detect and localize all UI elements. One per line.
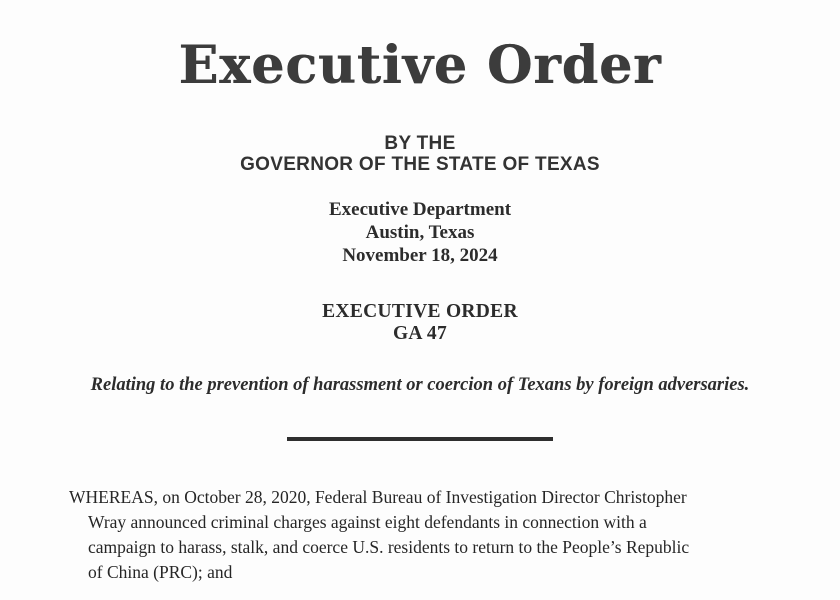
byline-by-the: BY THE — [384, 133, 456, 154]
paragraph-line: Wray announced criminal charges against eight defendants in connection with a — [88, 512, 647, 532]
issuing-city: Austin, Texas — [365, 222, 475, 243]
separator-double-rule — [287, 437, 553, 441]
order-heading: EXECUTIVE ORDER — [322, 301, 518, 322]
subject-line: Relating to the prevention of harassment or coercion of Texans by foreign adversaries. — [90, 375, 750, 395]
paragraph-line: WHEREAS, on October 28, 2020, Federal Bureau of Investigation Director Christopher — [69, 487, 687, 507]
paragraph-line: campaign to harass, stalk, and coerce U.S. residents to return to the People’s Republic — [88, 537, 690, 557]
byline-governor: GOVERNOR OF THE STATE OF TEXAS — [240, 154, 600, 175]
issuing-date: November 18, 2024 — [342, 245, 498, 266]
issuing-department: Executive Department — [328, 199, 512, 220]
issuing-block — [0, 198, 840, 267]
order-heading-block — [0, 301, 840, 345]
byline-block — [0, 133, 840, 175]
document-title: Executive Order — [178, 35, 662, 96]
paragraph-line: of China (PRC); and — [88, 562, 233, 582]
whereas-paragraph — [0, 485, 840, 585]
order-number: GA 47 — [392, 323, 448, 344]
